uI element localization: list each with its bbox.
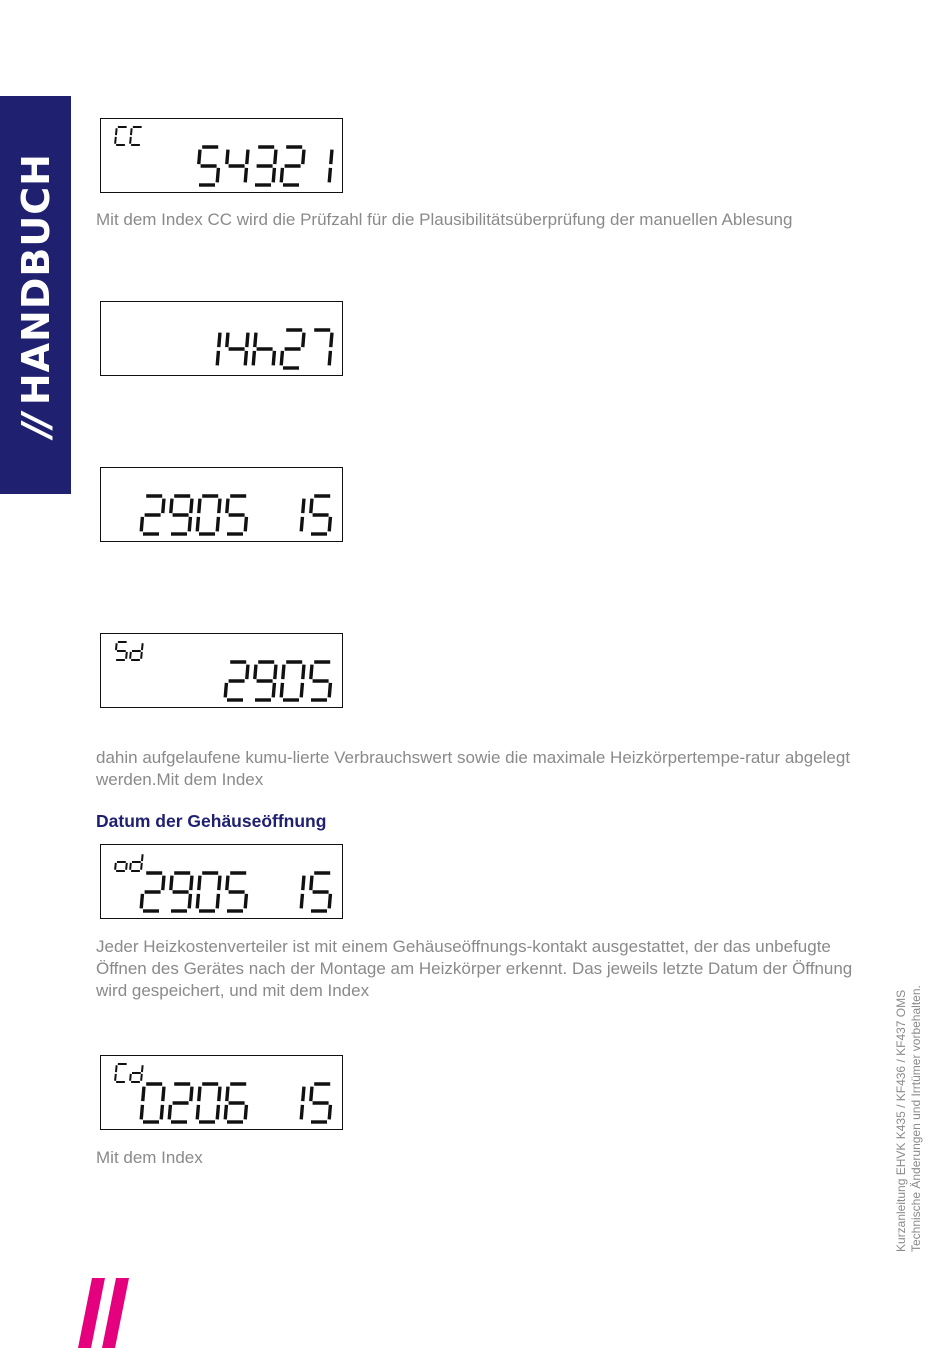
side-tab-label: HANDBUCH — [14, 153, 58, 406]
cc-description: Mit dem Index CC wird die Prüfzahl für die Plausibilitätsüberprüfung der manuellen Ablesung — [96, 210, 793, 229]
lcd-digit — [171, 873, 192, 911]
lcd-display-time — [100, 301, 343, 376]
od-heading: Datum der Gehäuseöffnung — [96, 811, 327, 831]
lcd-digit — [253, 333, 274, 366]
lcd-digit — [115, 1064, 127, 1082]
lcd-digit — [311, 496, 331, 534]
lcd-digit — [227, 496, 247, 534]
lcd-digit — [301, 499, 304, 532]
brand-slashes-logo — [78, 1278, 134, 1348]
lcd-display-sd — [100, 633, 343, 708]
lcd-digit — [197, 1084, 220, 1122]
footer-line-1: Kurzanleitung EHVK K435 / KF436 / KF437 OMS — [894, 989, 908, 1252]
lcd-digit — [141, 873, 164, 911]
lcd-digit — [227, 873, 247, 911]
lcd-digit — [301, 876, 304, 909]
side-tab-title — [14, 153, 58, 437]
lcd-digit — [227, 333, 248, 366]
lcd-digit — [199, 147, 219, 185]
lcd-screen — [101, 845, 344, 920]
lcd-digit — [197, 496, 220, 534]
lcd-screen — [101, 302, 344, 377]
lcd-screen — [101, 468, 344, 543]
lcd-digit — [281, 330, 304, 368]
lcd-digit — [314, 330, 332, 365]
lcd-digit — [281, 662, 304, 700]
lcd-digit — [281, 147, 304, 185]
lcd-digit — [227, 150, 248, 183]
lcd-digit — [130, 127, 142, 145]
lcd-digit — [311, 1084, 331, 1122]
side-tab — [0, 96, 71, 494]
lcd-digit — [329, 150, 332, 183]
footer-note — [894, 985, 924, 1252]
cd-description: Mit dem Index — [96, 1148, 203, 1167]
lcd-digit — [169, 1084, 192, 1122]
lcd-digit — [311, 873, 331, 911]
lcd-digit — [130, 643, 143, 660]
lcd-digit — [311, 662, 331, 700]
lcd-screen — [101, 119, 344, 194]
footer-line-2: Technische Änderungen und Irrtümer vorbehalten. — [909, 985, 923, 1252]
od-description: Jeder Heizkostenverteiler ist mit einem Gehäuseöffnungs-kontakt ausgestattet, der das unbefugte Öffnen des Gerätes nach der Montage am Heizkörper erkennt. Das jeweils letzte Datum der Öffnung wird gespeichert, und mit dem Index — [96, 937, 853, 1000]
lcd-digit — [225, 1084, 246, 1122]
lcd-digit — [116, 642, 127, 660]
lcd-digit — [171, 496, 192, 534]
lcd-digit — [130, 1065, 143, 1082]
lcd-digit — [255, 662, 276, 700]
lcd-digit — [301, 1087, 304, 1120]
lcd-screen — [101, 634, 344, 709]
lcd-digit — [217, 333, 220, 366]
lcd-digit — [115, 127, 127, 145]
lcd-digit — [225, 662, 248, 700]
lcd-digit — [141, 1084, 164, 1122]
lcd-display-cd — [100, 1055, 343, 1130]
lcd-digit — [255, 147, 276, 185]
lcd-display-date — [100, 467, 343, 542]
lcd-digit — [130, 854, 143, 871]
sd-description: dahin aufgelaufene kumu-lierte Verbrauchswert sowie die maximale Heizkörpertempe-ratur abgelegt werden.Mit dem Index — [96, 748, 851, 789]
lcd-digit — [197, 873, 220, 911]
lcd-display-cc — [100, 118, 343, 193]
lcd-display-od — [100, 844, 343, 919]
lcd-screen — [101, 1056, 344, 1131]
lcd-digit — [141, 496, 164, 534]
lcd-digit — [115, 862, 127, 871]
side-tab-mark: // — [14, 417, 58, 437]
